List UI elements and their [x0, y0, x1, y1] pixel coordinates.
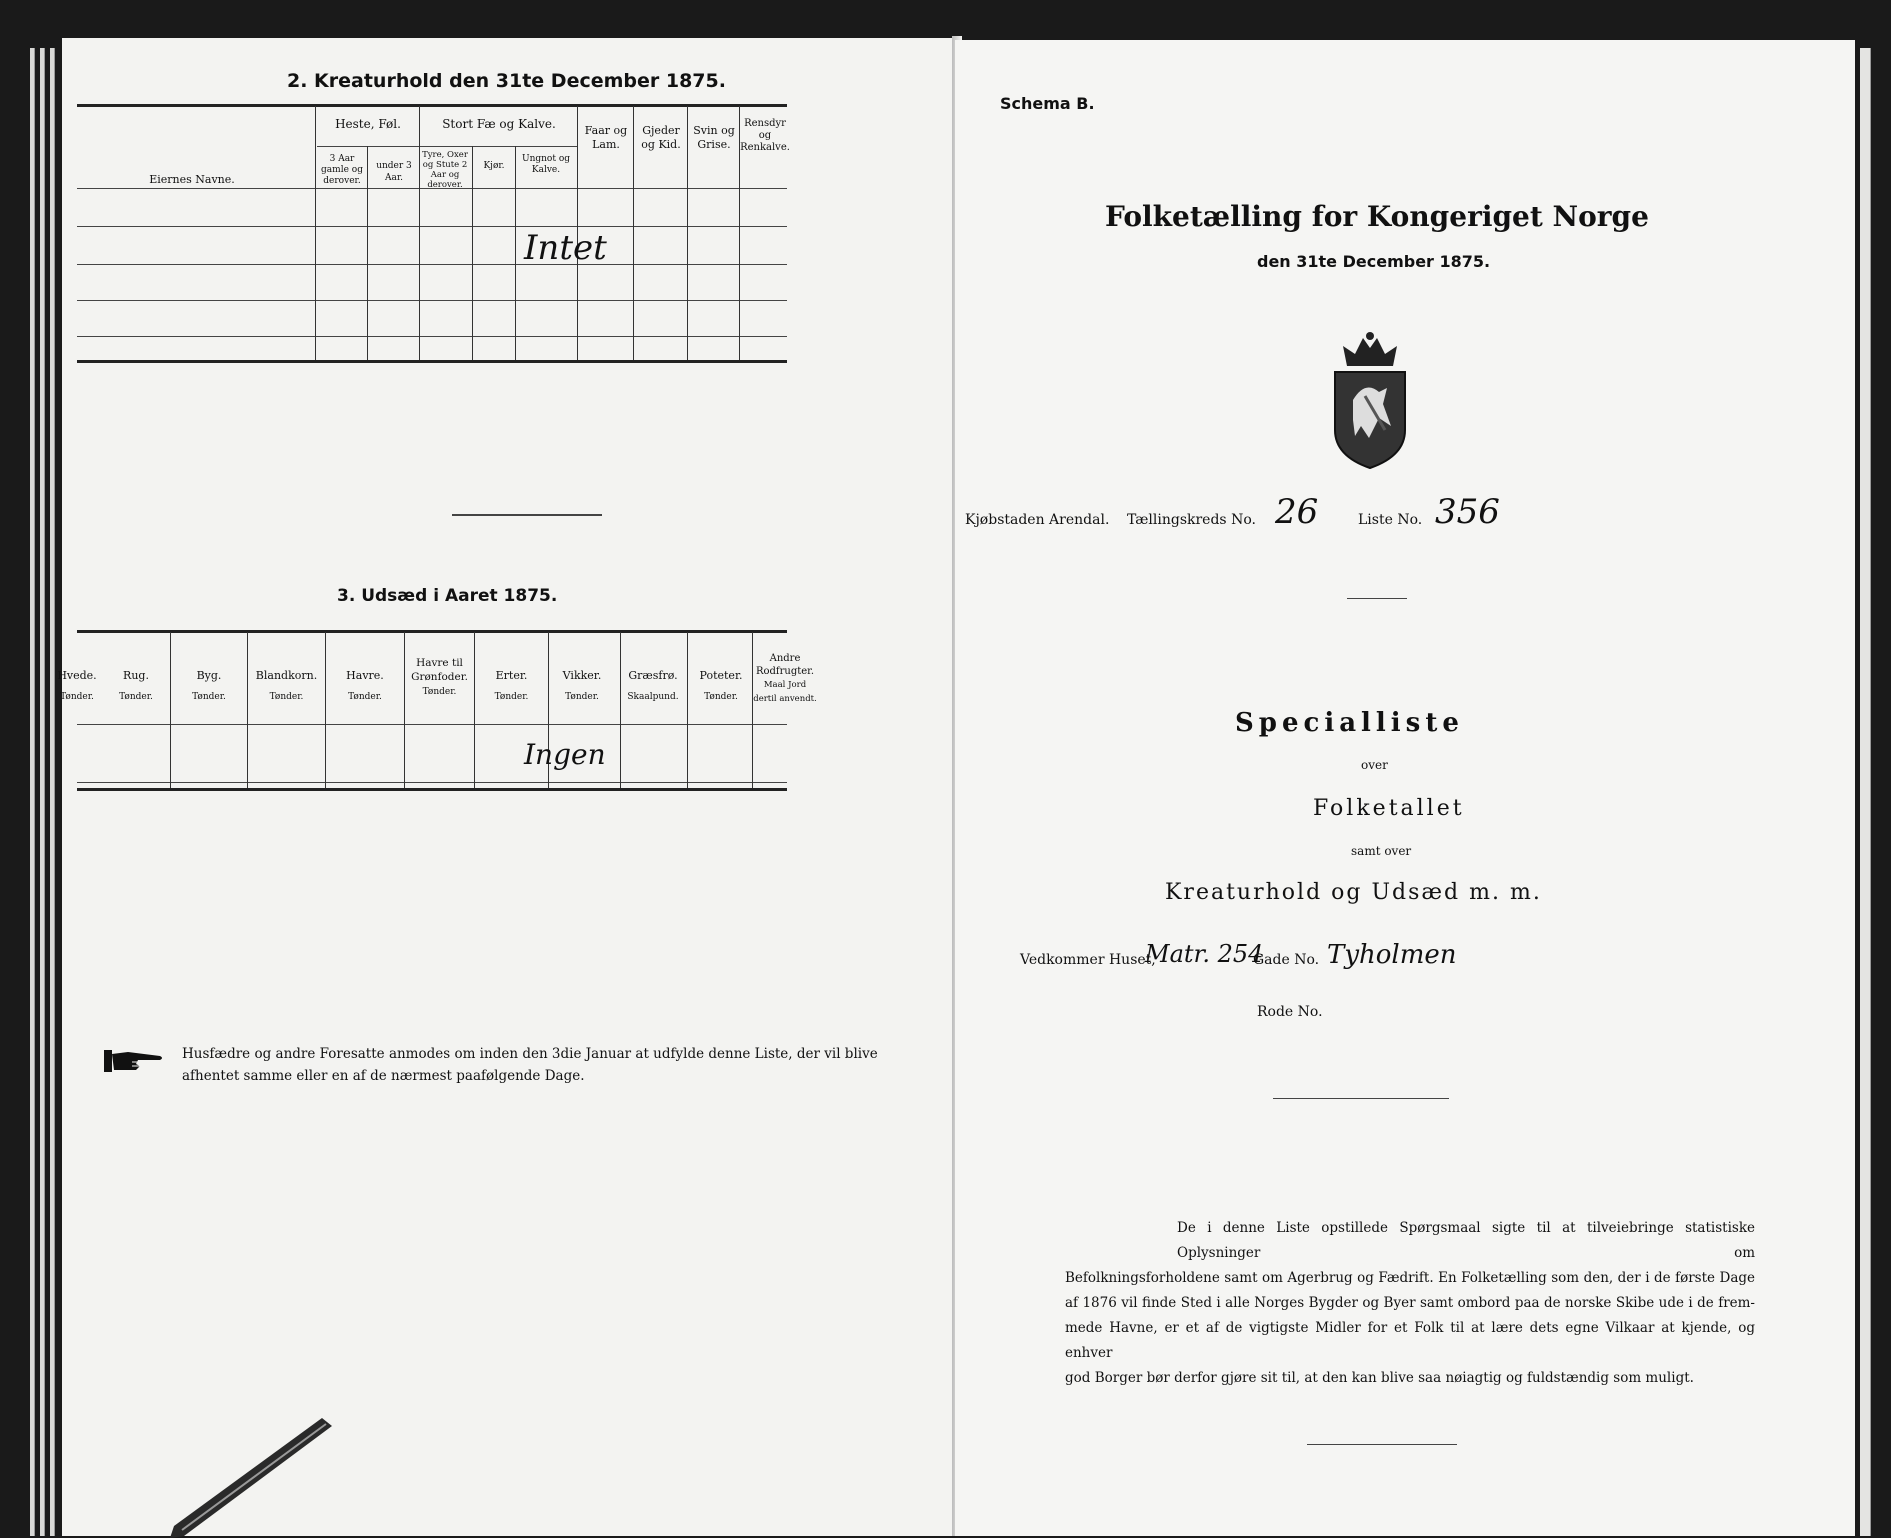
page-edge [1860, 48, 1871, 1536]
pointing-hand-icon [102, 1046, 164, 1074]
table-border [77, 360, 787, 363]
table-rule [317, 146, 577, 147]
table-border [77, 104, 787, 107]
crop-name: Havre til Grønfoder. [411, 657, 468, 683]
street-value: Tyholmen [1327, 940, 1457, 970]
page-edge [50, 48, 55, 1536]
col-line [315, 106, 316, 360]
schema-label: Schema B. [1000, 94, 1095, 113]
col-line [170, 632, 171, 788]
crop-name: Blandkorn. [255, 669, 318, 682]
crop-col-9 [688, 666, 754, 707]
crop-unit: Tønder. [269, 692, 304, 702]
coat-of-arms-icon [1325, 330, 1415, 470]
notice-line2: afhentet samme eller en af de nærmest paafølgende Dage. [182, 1068, 585, 1084]
crop-col-10 [753, 652, 817, 706]
crop-name: Hvede. [57, 669, 97, 682]
crop-col-7 [549, 666, 615, 707]
notice-line1: Husfædre og andre Foresatte anmodes om inden den 3die Januar at udfylde denne Liste, der vil blive [182, 1046, 878, 1062]
header-cattle: Stort Fæ og Kalve. [442, 117, 556, 131]
crop-unit: Tønder. [60, 692, 94, 702]
header-cattle-sub2: Kjør. [483, 161, 505, 171]
section2-title: 2. Kreaturhold den 31te December 1875. [287, 70, 726, 92]
section3-title: 3. Udsæd i Aaret 1875. [337, 586, 558, 606]
intro-line: De i denne Liste opstillede Spørgsmaal sigte til at tilveiebringe statistiske Oplysninger om [1177, 1220, 1755, 1261]
crop-name: Vikker. [562, 669, 602, 682]
separator [1347, 598, 1407, 599]
house-value: Matr. 254 [1145, 940, 1264, 968]
table-rule [77, 264, 787, 265]
header-horses-sub1: 3 Aar gamle og derover. [321, 154, 363, 186]
right-page [955, 40, 1855, 1536]
col-line [419, 106, 420, 360]
header-owner: Eiernes Navne. [149, 173, 235, 186]
col-line [247, 632, 248, 788]
folketallet-text: Folketallet [1313, 796, 1465, 821]
header-cattle-sub1: Tyre, Oxer og Stute 2 Aar og derover. [422, 150, 468, 190]
table-rule [77, 226, 787, 227]
list-label: Liste No. [1358, 512, 1423, 528]
crop-unit: Maal Jord dertil anvendt. [753, 680, 817, 704]
kreatur-text: Kreaturhold og Udsæd m. m. [1165, 880, 1542, 905]
crop-unit: Skaalpund. [627, 692, 679, 702]
intro-line: af 1876 vil finde Sted i alle Norges Bygder og Byer samt ombord paa de norske Skibe ude i de frem- [1065, 1295, 1755, 1311]
crop-col-0 [52, 666, 102, 707]
separator [1273, 1098, 1449, 1099]
header-sheep: Faar og Lam. [584, 124, 628, 151]
crop-name: Poteter. [699, 669, 743, 682]
crop-unit: Tønder. [192, 692, 226, 702]
crop-name: Erter. [495, 669, 528, 682]
intro-line: Befolkningsforholdene samt om Agerbrug og Fædrift. En Folketælling som den, der i de første Dage [1065, 1270, 1755, 1286]
header-goats: Gjeder og Kid. [641, 124, 681, 151]
left-page [57, 38, 958, 1536]
crop-name: Byg. [196, 669, 222, 682]
street-label: Gade No. [1253, 952, 1320, 968]
house-label: Vedkommer Huset, [1020, 952, 1156, 968]
col-line [472, 146, 473, 360]
crop-unit: Tønder. [119, 692, 153, 702]
header-cattle-sub3: Ungnot og Kalve. [521, 154, 570, 175]
town-label: Kjøbstaden Arendal. [965, 512, 1110, 528]
crop-col-8 [621, 666, 685, 707]
col-line [325, 632, 326, 788]
separator [1307, 1444, 1457, 1445]
header-horses-sub2: under 3 Aar. [376, 161, 412, 183]
crop-col-6 [475, 666, 548, 707]
subtitle: den 31te December 1875. [1257, 252, 1491, 271]
table-border [77, 630, 787, 633]
handwritten-entry: Intet [524, 228, 607, 268]
special-title: Specialliste [1235, 708, 1464, 738]
crop-unit: Tønder. [704, 692, 738, 702]
crop-col-5 [405, 656, 474, 699]
district-label: Tællingskreds No. [1127, 512, 1256, 528]
list-value: 356 [1435, 492, 1500, 532]
crop-col-4 [326, 666, 404, 707]
intro-paragraph [1065, 1216, 1755, 1391]
rode-label: Rode No. [1257, 1004, 1323, 1020]
over-text: over [1361, 758, 1388, 772]
col-line [474, 632, 475, 788]
table-rule [77, 724, 787, 725]
samt-over-text: samt over [1351, 844, 1412, 858]
header-horses: Heste, Føl. [335, 117, 401, 131]
crop-name: Græsfrø. [628, 669, 678, 682]
crop-name: Andre Rodfrugter. [755, 653, 815, 677]
crop-unit: Tønder. [494, 692, 529, 702]
header-pigs: Svin og Grise. [693, 124, 735, 151]
crop-col-3 [248, 666, 325, 707]
table-rule [77, 782, 787, 783]
col-line [620, 632, 621, 788]
page-edge [30, 48, 35, 1536]
handwritten-entry: Ingen [524, 738, 606, 771]
col-line [687, 632, 688, 788]
crop-col-1 [102, 666, 170, 707]
main-title: Folketælling for Kongeriget Norge [1105, 200, 1649, 233]
crop-unit: Tønder. [348, 692, 382, 702]
page-edge [40, 48, 45, 1536]
pen-icon [162, 1418, 342, 1538]
table-rule [77, 300, 787, 301]
crop-col-2 [171, 666, 247, 707]
district-value: 26 [1275, 492, 1319, 532]
crop-name: Rug. [123, 669, 149, 682]
crop-unit: Tønder. [422, 687, 457, 697]
intro-line: god Borger bør derfor gjøre sit til, at den kan blive saa nøiagtig og fuldstændig som muligt. [1065, 1370, 1694, 1386]
crop-name: Havre. [346, 669, 384, 682]
table-rule [77, 336, 787, 337]
intro-line: mede Havne, er et af de vigtigste Midler for et Folk til at lære dets egne Vilkaar at kjende, og enhver [1065, 1320, 1755, 1361]
table-border [77, 788, 787, 791]
col-line [515, 146, 516, 360]
separator [452, 514, 602, 516]
crop-unit: Tønder. [565, 692, 599, 702]
header-reindeer: Rensdyr og Renkalve. [740, 118, 790, 153]
